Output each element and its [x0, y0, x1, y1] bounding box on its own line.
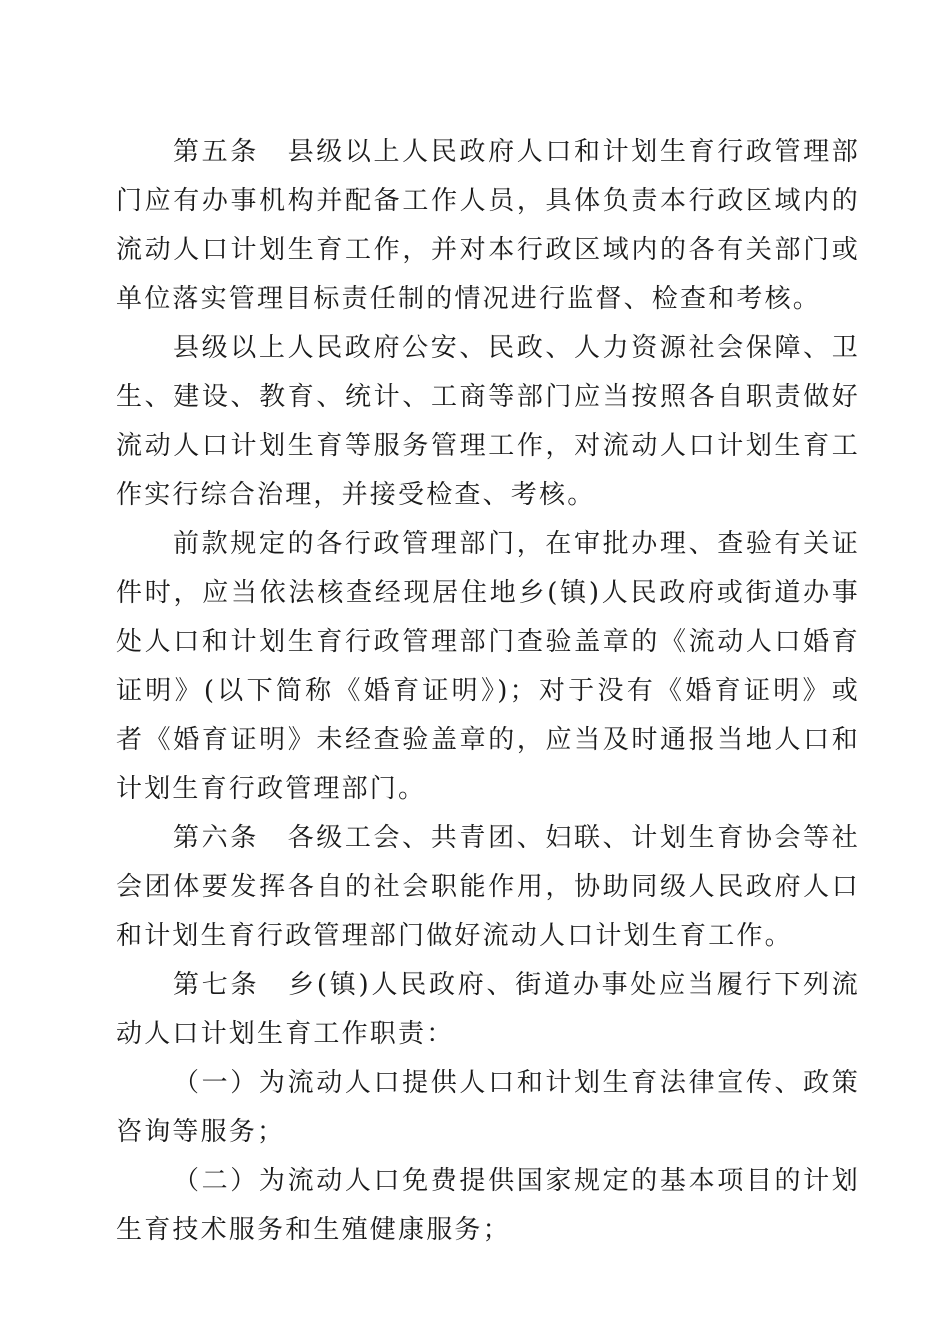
- paragraph-certificate-check: 前款规定的各行政管理部门，在审批办理、查验有关证件时，应当依法核查经现居住地乡(镇)人民政府或街道办事处人口和计划生育行政管理部门查验盖章的《流动人口婚育证明》(以下简称《婚育证明》)；对于没有《婚育证明》或者《婚育证明》未经查验盖章的，应当及时通报当地人口和计划生育行政管理部门。: [116, 529, 860, 804]
- paragraph-article-6: 第六条 各级工会、共青团、妇联、计划生育协会等社会团体要发挥各自的社会职能作用，协助同级人民政府人口和计划生育行政管理部门做好流动人口计划生育工作。: [116, 823, 860, 951]
- paragraph-item-2: （二）为流动人口免费提供国家规定的基本项目的计划生育技术服务和生殖健康服务；: [116, 1166, 860, 1245]
- paragraph-item-1: （一）为流动人口提供人口和计划生育法律宣传、政策咨询等服务；: [116, 1068, 860, 1147]
- paragraph-article-5: 第五条 县级以上人民政府人口和计划生育行政管理部门应有办事机构并配备工作人员，具体负责本行政区域内的流动人口计划生育工作，并对本行政区域内的各有关部门或单位落实管理目标责任制的情况进行监督、检查和考核。: [116, 137, 860, 314]
- document-body: [116, 128, 860, 1255]
- paragraph-article-7: 第七条 乡(镇)人民政府、街道办事处应当履行下列流动人口计划生育工作职责：: [116, 970, 860, 1049]
- paragraph-departments-duties: 县级以上人民政府公安、民政、人力资源社会保障、卫生、建设、教育、统计、工商等部门应当按照各自职责做好流动人口计划生育等服务管理工作，对流动人口计划生育工作实行综合治理，并接受检查、考核。: [116, 333, 860, 510]
